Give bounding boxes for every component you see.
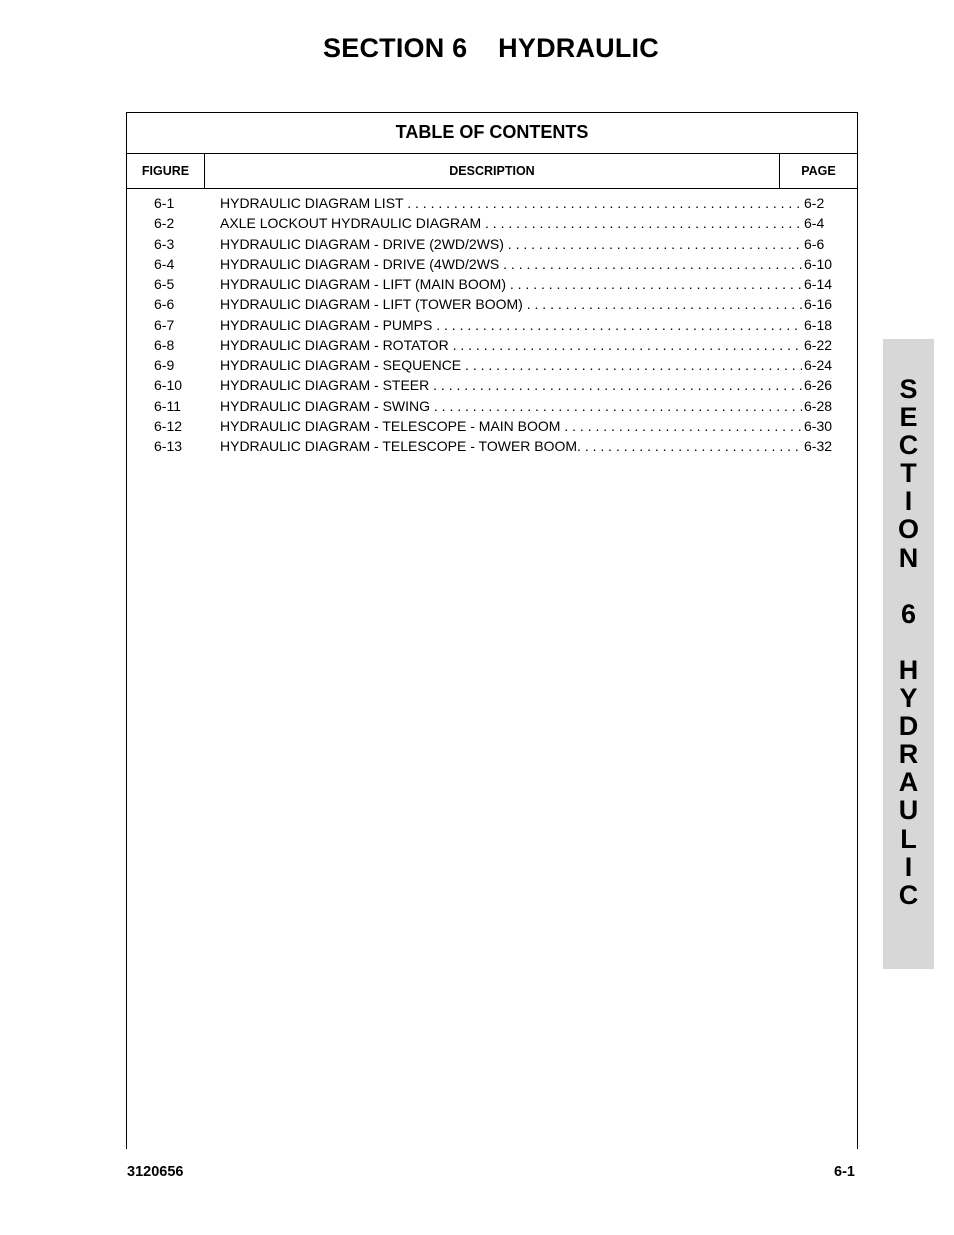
entry-page: 6-18 <box>804 315 832 335</box>
column-header-figure: FIGURE <box>127 154 205 188</box>
entry-page: 6-22 <box>804 335 832 355</box>
side-tab-label <box>883 375 934 909</box>
column-header-page: PAGE <box>801 164 836 178</box>
toc-entry[interactable] <box>127 254 857 274</box>
toc-entry[interactable] <box>127 375 857 395</box>
side-tab-letter: T <box>900 458 917 489</box>
entry-figure: 6-1 <box>154 195 175 211</box>
toc-entry[interactable] <box>127 234 857 254</box>
entry-page: 6-14 <box>804 274 832 294</box>
entry-description: HYDRAULIC DIAGRAM LIST . . . <box>220 193 802 213</box>
toc-entry[interactable] <box>127 274 857 294</box>
side-tab-letter: U <box>898 795 919 826</box>
side-tab-letter <box>883 572 934 600</box>
side-tab-letter: Y <box>899 683 918 714</box>
entry-page: 6-2 <box>804 193 824 213</box>
toc-entry[interactable] <box>127 396 857 416</box>
section-side-tab <box>883 339 934 969</box>
entry-figure: 6-7 <box>154 316 175 333</box>
footer-page-number: 6-1 <box>834 1164 855 1180</box>
side-tab-letter: S <box>899 374 918 404</box>
entry-description: HYDRAULIC DIAGRAM - TELESCOPE - MAIN BOOM . . . <box>220 416 802 436</box>
toc-entry[interactable] <box>127 213 857 233</box>
toc-column-headers <box>127 154 857 189</box>
side-tab-letter: D <box>898 711 919 742</box>
entry-description: HYDRAULIC DIAGRAM - SEQUENCE . . . <box>220 355 802 375</box>
entry-page: 6-16 <box>804 294 832 314</box>
entry-figure: 6-2 <box>154 215 175 232</box>
entry-page: 6-4 <box>804 213 824 233</box>
side-tab-letter: C <box>898 430 919 461</box>
toc-entry-list <box>127 193 857 456</box>
entry-description: HYDRAULIC DIAGRAM - DRIVE (2WD/2WS) . . . <box>220 234 802 254</box>
side-tab-letter: E <box>899 402 918 433</box>
entry-figure: 6-13 <box>154 438 183 454</box>
entry-description: HYDRAULIC DIAGRAM - DRIVE (4WD/2WS . . . <box>220 254 802 274</box>
entry-figure: 6-8 <box>154 336 175 353</box>
entry-description: HYDRAULIC DIAGRAM - STEER . . . <box>220 375 802 395</box>
entry-description: HYDRAULIC DIAGRAM - TELESCOPE - TOWER BOOM. . . . <box>220 436 802 456</box>
table-of-contents <box>126 112 858 1149</box>
toc-entry[interactable] <box>127 335 857 355</box>
side-tab-letter <box>883 628 934 656</box>
entry-description: HYDRAULIC DIAGRAM - LIFT (MAIN BOOM) . . . <box>220 274 802 294</box>
toc-entry[interactable] <box>127 193 857 213</box>
side-tab-letter: H <box>898 654 919 685</box>
side-tab-letter: I <box>904 851 913 882</box>
column-header-description: DESCRIPTION <box>205 154 780 188</box>
entry-figure: 6-10 <box>154 377 183 394</box>
entry-page: 6-30 <box>804 416 832 436</box>
side-tab-letter: C <box>898 879 919 910</box>
entry-page: 6-26 <box>804 375 832 395</box>
entry-figure: 6-12 <box>154 417 183 434</box>
toc-entry[interactable] <box>127 416 857 436</box>
entry-description: AXLE LOCKOUT HYDRAULIC DIAGRAM . . . <box>220 213 802 233</box>
entry-page: 6-28 <box>804 396 832 416</box>
entry-page: 6-32 <box>804 436 832 456</box>
page-title: SECTION 6 HYDRAULIC <box>323 33 659 63</box>
side-tab-letter: N <box>898 542 919 573</box>
entry-description: HYDRAULIC DIAGRAM - LIFT (TOWER BOOM) . . . <box>220 294 802 314</box>
entry-description: HYDRAULIC DIAGRAM - ROTATOR . . . <box>220 335 802 355</box>
entry-figure: 6-9 <box>154 357 175 373</box>
toc-entry[interactable] <box>127 355 857 375</box>
side-tab-letter: A <box>898 767 919 798</box>
entry-description: HYDRAULIC DIAGRAM - PUMPS . . . <box>220 315 802 335</box>
side-tab-letter: R <box>898 739 919 770</box>
entry-figure: 6-11 <box>154 397 181 414</box>
entry-figure: 6-6 <box>154 296 175 313</box>
entry-description: HYDRAULIC DIAGRAM - SWING . . . <box>220 396 802 416</box>
side-tab-letter: L <box>900 823 917 854</box>
toc-entry[interactable] <box>127 315 857 335</box>
side-tab-letter: O <box>897 514 919 545</box>
entry-page: 6-6 <box>804 234 824 254</box>
side-tab-letter: 6 <box>900 598 917 629</box>
toc-entry[interactable] <box>127 436 857 456</box>
footer-doc-number: 3120656 <box>127 1164 184 1180</box>
toc-entry[interactable] <box>127 294 857 314</box>
entry-figure: 6-4 <box>154 255 175 272</box>
entry-page: 6-10 <box>804 254 832 274</box>
side-tab-letter: I <box>904 486 913 517</box>
entry-figure: 6-3 <box>154 235 175 252</box>
entry-page: 6-24 <box>804 355 832 375</box>
entry-figure: 6-5 <box>154 276 175 292</box>
toc-heading: TABLE OF CONTENTS <box>127 113 857 154</box>
